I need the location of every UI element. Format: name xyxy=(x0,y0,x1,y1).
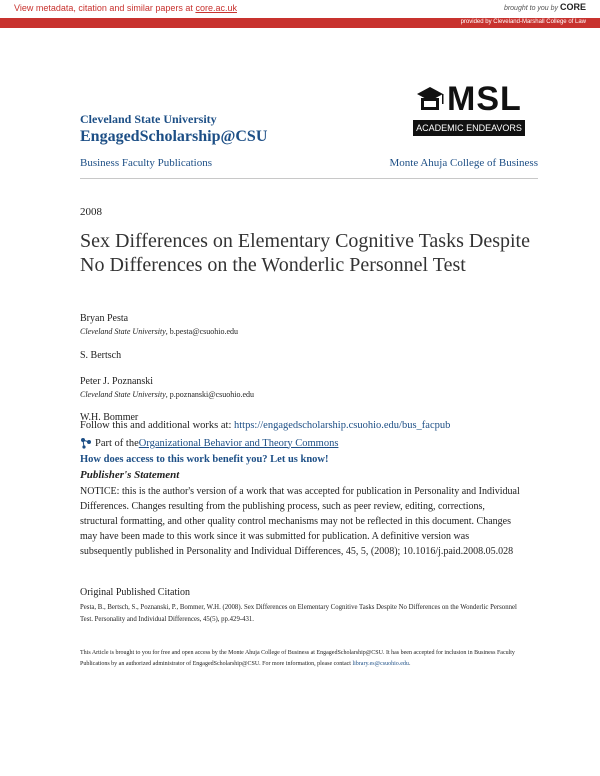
core-brought-by[interactable] xyxy=(504,2,586,12)
provided-by-text: provided by Cleveland-Marshall College of Law xyxy=(460,19,586,25)
footer-end: . xyxy=(408,661,411,667)
affil-email: , p.poznanski@csuohio.edu xyxy=(165,390,255,399)
author-name: S. Bertsch xyxy=(80,350,122,361)
footer-text: This Article is brought to you for free and open access by the Monte Ahuja College of Business at EngagedScholarship@CSU. It has been accepted for inclusion in Business Faculty Publications by an authorized administrator of EngagedScholarship@CSU. For more information, please contact xyxy=(80,650,515,667)
commons-link[interactable]: Organizational Behavior and Theory Commons xyxy=(138,437,339,449)
access-feedback-link[interactable]: How does access to this work benefit you? Let us know! xyxy=(80,454,329,465)
follow-label: Follow this and additional works at: xyxy=(80,420,234,431)
core-metadata-link[interactable] xyxy=(14,3,237,13)
follow-line xyxy=(80,420,450,431)
author-affiliation xyxy=(80,390,254,399)
author-affiliation xyxy=(80,327,238,336)
author-name: Peter J. Poznanski xyxy=(80,376,154,387)
core-logo-label: CORE xyxy=(559,2,586,12)
author-name: Bryan Pesta xyxy=(80,313,129,324)
provided-by-bar xyxy=(0,18,600,28)
msl-tagline: ACADEMIC ENDEAVORS xyxy=(413,120,525,136)
msl-logo-icon xyxy=(415,84,445,118)
part-of-line xyxy=(80,437,338,449)
network-icon xyxy=(80,437,92,449)
citation-text: Pesta, B., Bertsch, S., Poznanski, P., Bommer, W.H. (2008). Sex Differences on Elementary Cognitive Tasks Despite No Differences on the Wonderlic Personnel Test. Personality and Individual Differences, 45(5), pp.429-431. xyxy=(80,604,517,623)
part-of-label: Part of the xyxy=(95,437,139,449)
publisher-notice: NOTICE: this is the author's version of a work that was accepted for publication in Personality and Individual Differences. Changes resulting from the publishing process, such as peer review, editing, corrections, structural formatting, and other quality control mechanisms may not be reflected in this document. Changes may have been made to this work since it was submitted for publication. A definitive version was subsequently published in Personality and Individual Differences, 45, 5, (2008); 10.1016/j.paid.2008.05.028 xyxy=(80,486,520,557)
core-link-text: View metadata, citation and similar papers at xyxy=(14,3,196,13)
header-divider xyxy=(80,178,538,179)
author-name: W.H. Bommer xyxy=(80,412,139,423)
affil-institution: Cleveland State University xyxy=(80,390,166,399)
institution-line2: EngagedScholarship@CSU xyxy=(80,128,268,145)
affil-institution: Cleveland State University xyxy=(80,327,166,336)
follow-url[interactable]: https://engagedscholarship.csuohio.edu/bus_facpub xyxy=(234,420,451,431)
affil-email: , b.pesta@csuohio.edu xyxy=(165,327,239,336)
paper-title: Sex Differences on Elementary Cognitive Tasks Despite No Differences on the Wonderlic Personnel Test xyxy=(80,230,530,276)
msl-logo[interactable] xyxy=(413,82,525,138)
core-link-domain[interactable]: core.ac.uk xyxy=(195,3,237,13)
institution-name[interactable] xyxy=(80,112,267,146)
collection-link-right[interactable]: Monte Ahuja College of Business xyxy=(389,157,538,169)
msl-logo-text: MSL xyxy=(447,80,522,118)
citation-heading: Original Published Citation xyxy=(80,587,190,598)
publication-year: 2008 xyxy=(80,206,102,218)
publisher-statement-heading: Publisher's Statement xyxy=(80,469,180,481)
core-banner xyxy=(0,0,600,19)
institution-line1: Cleveland State University xyxy=(80,112,217,126)
access-footer xyxy=(80,648,525,670)
core-brought-text: brought to you by xyxy=(503,5,559,12)
collection-link-left[interactable]: Business Faculty Publications xyxy=(80,157,212,169)
contact-email-link[interactable]: library.es@csuohio.edu xyxy=(352,661,409,667)
